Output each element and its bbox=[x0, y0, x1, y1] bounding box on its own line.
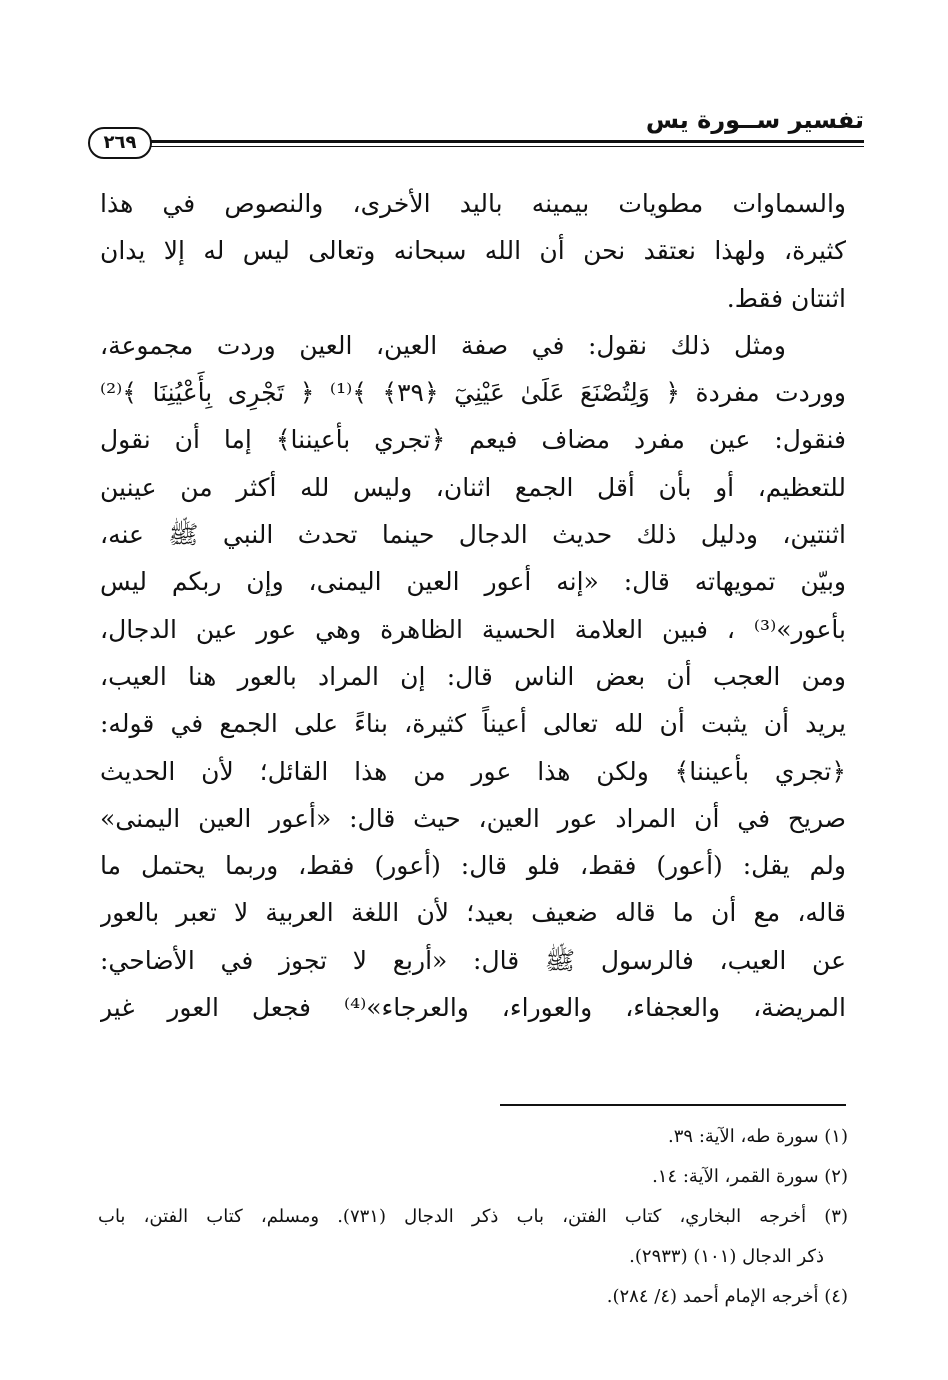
footnote: (١) سورة طه، الآية: ٣٩. bbox=[668, 1126, 848, 1147]
text-line: ومن العجب أن بعض الناس قال: إن المراد بالعور هنا العيب، bbox=[100, 661, 846, 691]
header-rule bbox=[146, 140, 864, 147]
footnote: (٢) سورة القمر، الآية: ١٤. bbox=[652, 1166, 848, 1187]
text-line: كثيرة، ولهذا نعتقد نحن أن الله سبحانه وتعالى ليس له إلا يدان bbox=[100, 236, 846, 266]
text-line: للتعظيم، أو بأن أقل الجمع اثنان، وليس لله أكثر من عينين bbox=[100, 472, 846, 502]
body-text bbox=[100, 180, 846, 1031]
footnotes bbox=[98, 1117, 848, 1317]
text-line: بأعور»⁽³⁾ ، فبين العلامة الحسية الظاهرة وهي عور عين الدجال، bbox=[100, 614, 846, 644]
page-header bbox=[88, 100, 864, 160]
footnote-continuation: ذكر الدجال (١٠١) (٢٩٣٣). bbox=[629, 1246, 824, 1267]
text-line: المريضة، والعجفاء، والعوراء، والعرجاء»⁽⁴⁾ فجعل العور غير bbox=[100, 993, 846, 1023]
text-line: ومثل ذلك نقول: في صفة العين، العين وردت مجموعة، bbox=[100, 330, 786, 360]
text-line: اثنتان فقط. bbox=[726, 283, 846, 313]
text-line: والسماوات مطويات بيمينه باليد الأخرى، والنصوص في هذا bbox=[100, 189, 846, 218]
text-line: ووردت مفردة ﴿ وَلِتُصْنَعَ عَلَىٰ عَيْنِيٓ ﴿٣٩﴾ ﴾⁽¹⁾ ﴿ تَجْرِى بِأَعْيُنِنَا ﴾⁽²⁾ bbox=[100, 378, 846, 408]
text-line: وبيّن تمويهاته قال: «إنه أعور العين اليمنى، وإن ربكم ليس bbox=[100, 567, 846, 597]
text-line: ولم يقل: (أعور) فقط، فلو قال: (أعور) فقط، وربما يحتمل ما bbox=[100, 851, 846, 881]
text-line: قاله، مع أن ما قاله ضعيف بعيد؛ لأن اللغة العربية لا تعبر بالعور bbox=[100, 898, 846, 928]
text-line: ﴿تجري بأعيننا﴾ ولكن هذا عور من هذا القائل؛ لأن الحديث bbox=[100, 756, 846, 786]
running-title: تفسير ســورة يس bbox=[645, 106, 864, 134]
footnote: (٤) أخرجه الإمام أحمد (٤/ ٢٨٤). bbox=[606, 1286, 848, 1307]
text-line: اثنتين، ودليل ذلك حديث الدجال حينما تحدث النبي ﷺ عنه، bbox=[100, 520, 846, 550]
footnote-separator bbox=[500, 1104, 846, 1106]
footnote: (٣) أخرجه البخاري، كتاب الفتن، باب ذكر الدجال (٧٣١). ومسلم، كتاب الفتن، باب bbox=[98, 1206, 848, 1227]
page-number-badge: ٢٦٩ bbox=[88, 127, 152, 159]
text-line: عن العيب، فالرسول ﷺ قال: «أربع لا تجوز في الأضاحي: bbox=[100, 945, 846, 975]
text-line: فنقول: عين مفرد مضاف فيعم ﴿تجري بأعيننا﴾ إما أن نقول bbox=[100, 425, 846, 455]
text-line: صريح في أن المراد عور العين، حيث قال: «أعور العين اليمنى» bbox=[100, 803, 846, 833]
text-line: يريد أن يثبت أن لله تعالى أعيناً كثيرة، بناءً على الجمع في قوله: bbox=[100, 709, 846, 739]
